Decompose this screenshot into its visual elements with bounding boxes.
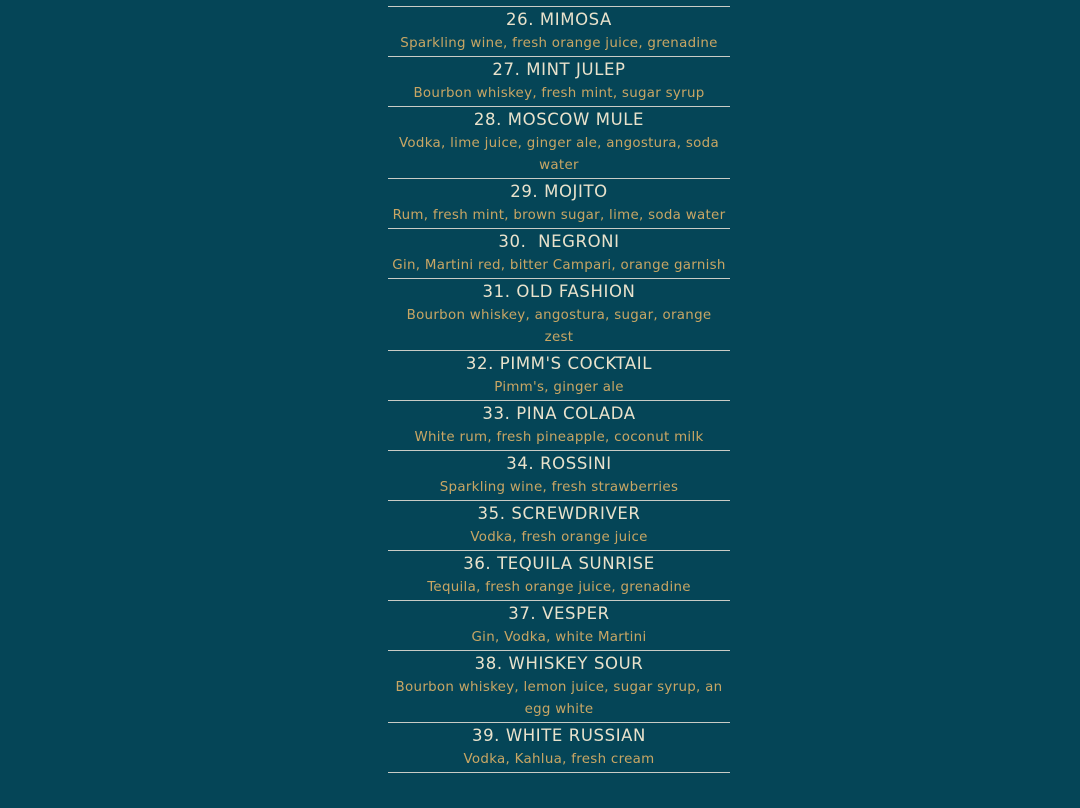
- menu-item-name: 39. WHITE RUSSIAN: [471, 726, 646, 745]
- menu-item-name: 37. VESPER: [508, 604, 610, 623]
- menu-item-ingredients: Vodka, fresh orange juice: [470, 530, 648, 545]
- menu-item-name: 29. MOJITO: [510, 182, 608, 201]
- menu-item-ingredients: Gin, Martini red, bitter Campari, orange garnish: [392, 258, 726, 273]
- menu-item: [388, 601, 730, 651]
- menu-item-ingredients: Gin, Vodka, white Martini: [471, 630, 647, 645]
- menu-item-name: 30. NEGRONI: [498, 232, 620, 251]
- menu-item: [388, 723, 730, 773]
- menu-item-name: 35. SCREWDRIVER: [477, 504, 641, 523]
- menu-item-ingredients: White rum, fresh pineapple, coconut milk: [414, 430, 704, 445]
- menu-item-ingredients: Bourbon whiskey, angostura, sugar, orange zest: [406, 308, 712, 345]
- menu-item-ingredients: Rum, fresh mint, brown sugar, lime, soda water: [392, 208, 726, 223]
- divider: [388, 772, 730, 773]
- menu-item-name: 36. TEQUILA SUNRISE: [463, 554, 655, 573]
- menu-item-ingredients: Bourbon whiskey, fresh mint, sugar syrup: [413, 86, 705, 101]
- menu-item-name: 31. OLD FASHION: [482, 282, 636, 301]
- menu-item-name: 32. PIMM'S COCKTAIL: [465, 354, 653, 373]
- menu-item-ingredients: Tequila, fresh orange juice, grenadine: [427, 580, 691, 595]
- menu-item-name: 38. WHISKEY SOUR: [474, 654, 644, 673]
- menu-item: [388, 57, 730, 107]
- menu-item: [388, 401, 730, 451]
- menu-item: [388, 279, 730, 351]
- menu-item-ingredients: [388, 0, 730, 5]
- menu-item-name: 33. PINA COLADA: [482, 404, 636, 423]
- menu-item-ingredients: Sparkling wine, fresh strawberries: [439, 480, 679, 495]
- menu-item-ingredients: Pimm's, ginger ale: [494, 380, 624, 395]
- menu-item: [388, 451, 730, 501]
- menu-item: [388, 0, 730, 7]
- menu-item-name: 27. MINT JULEP: [492, 60, 626, 79]
- menu-item: [388, 651, 730, 723]
- menu-item: [388, 351, 730, 401]
- cocktail-menu-list: [388, 0, 730, 773]
- menu-item: [388, 229, 730, 279]
- menu-item-ingredients: Vodka, Kahlua, fresh cream: [463, 752, 655, 767]
- menu-item-ingredients: Sparkling wine, fresh orange juice, grenadine: [400, 36, 718, 51]
- menu-item: [388, 501, 730, 551]
- menu-item: [388, 7, 730, 57]
- menu-item: [388, 107, 730, 179]
- menu-item-name: 34. ROSSINI: [506, 454, 612, 473]
- menu-item-name: 26. MIMOSA: [506, 10, 612, 29]
- menu-item-ingredients: Vodka, lime juice, ginger ale, angostura, soda water: [399, 136, 719, 173]
- menu-item-ingredients: Bourbon whiskey, lemon juice, sugar syrup, an egg white: [395, 680, 723, 717]
- menu-item-name: 28. MOSCOW MULE: [473, 110, 645, 129]
- menu-item: [388, 179, 730, 229]
- menu-item: [388, 551, 730, 601]
